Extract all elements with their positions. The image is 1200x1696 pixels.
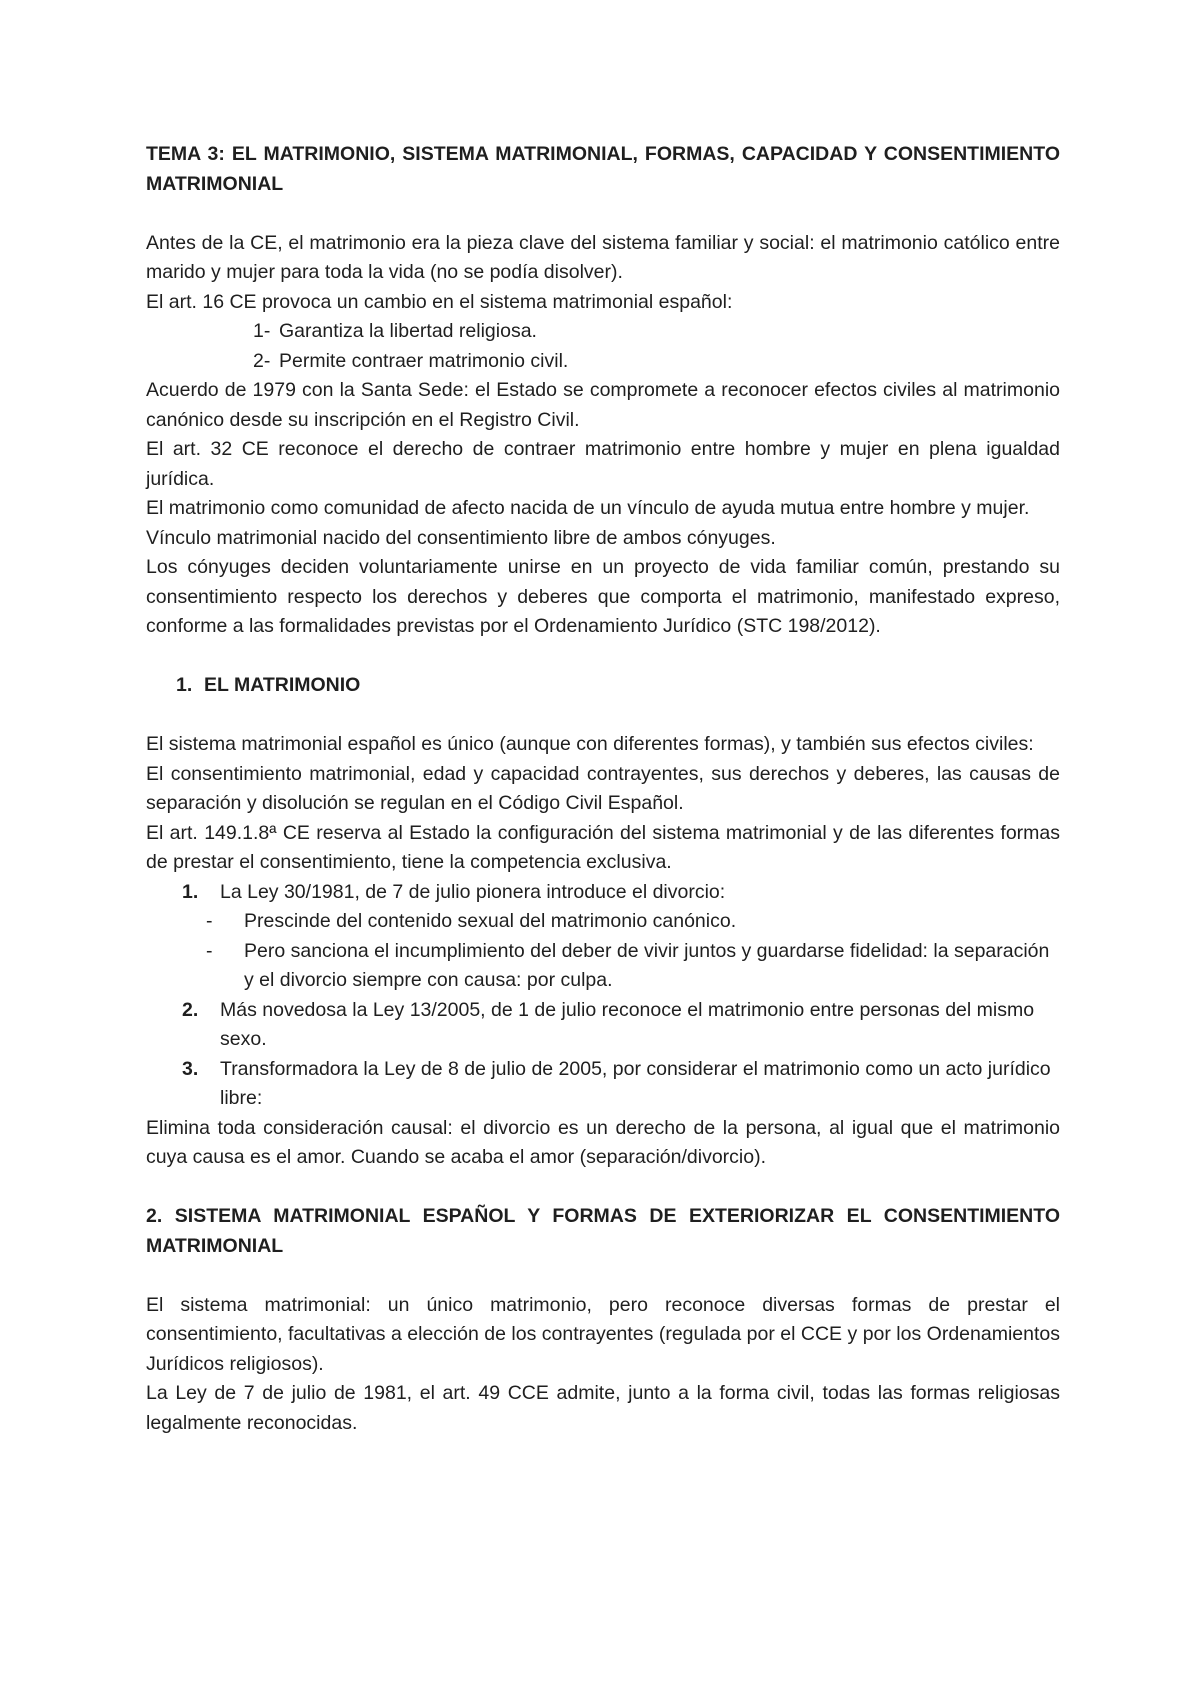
list-number: 2.	[182, 998, 199, 1021]
section-1-paragraph-1: El sistema matrimonial español es único (aunque con diferentes formas), y también sus efectos civiles:	[146, 733, 1034, 755]
section-2-paragraph-1: El sistema matrimonial: un único matrimonio, pero reconoce diversas formas de prestar el consentimiento, facultativas a elección de los contrayentes (regulada por el CCE y por los Ordenamientos Jurídicos religiosos).	[146, 1293, 1060, 1375]
spacer	[146, 1173, 1060, 1203]
list-text: La Ley 30/1981, de 7 de julio pionera introduce el divorcio:	[220, 880, 726, 903]
section-1-paragraph-3: El art. 149.1.8ª CE reserva al Estado la configuración del sistema matrimonial y de las diferentes formas de prestar el consentimiento, tiene la competencia exclusiva.	[146, 821, 1060, 873]
list-bullet: -	[206, 910, 213, 932]
list-number: 3.	[182, 1057, 199, 1080]
law-list	[146, 996, 1060, 1114]
list-bullet: -	[206, 939, 213, 962]
list-text: Pero sanciona el incumplimiento del deber de vivir juntos y guardarse fidelidad: la separación y el divorcio siempre con causa: por culpa.	[244, 939, 1050, 991]
intro-paragraph-1: Antes de la CE, el matrimonio era la pieza clave del sistema familiar y social: el matrimonio católico entre marido y mujer para toda la vida (no se podía disolver).	[146, 231, 1060, 283]
intro-list	[146, 317, 1060, 376]
section-2-heading: 2. SISTEMA MATRIMONIAL ESPAÑOL Y FORMAS DE EXTERIORIZAR EL CONSENTIMIENTO MATRIMONIAL	[146, 1205, 1060, 1257]
intro-paragraph-2: El art. 16 CE provoca un cambio en el sistema matrimonial español:	[146, 290, 733, 313]
section-number: 1.	[176, 674, 193, 696]
list-number: 2-	[253, 349, 271, 372]
section-2-paragraph-2: La Ley de 7 de julio de 1981, el art. 49 CCE admite, junto a la forma civil, todas las formas religiosas legalmente reconocidas.	[146, 1382, 1060, 1434]
law-list	[146, 878, 1060, 908]
list-text: Prescinde del contenido sexual del matrimonio canónico.	[244, 910, 737, 932]
intro-paragraph-5: El matrimonio como comunidad de afecto nacida de un vínculo de ayuda mutua entre hombre y mujer.	[146, 497, 1030, 519]
list-text: Permite contraer matrimonio civil.	[279, 349, 569, 372]
list-item	[146, 1055, 1060, 1114]
intro-paragraph-6: Vínculo matrimonial nacido del consentimiento libre de ambos cónyuges.	[146, 526, 776, 549]
spacer	[146, 199, 1060, 229]
intro-paragraph-7: Los cónyuges deciden voluntariamente unirse en un proyecto de vida familiar común, prestando su consentimiento respecto los derechos y deberes que comporta el matrimonio, manifestado expreso, conforme a las formalidades previstas por el Ordenamiento Jurídico (STC 198/2012).	[146, 556, 1060, 637]
list-item	[146, 907, 1060, 937]
section-heading-text: EL MATRIMONIO	[204, 674, 361, 696]
document-title: TEMA 3: EL MATRIMONIO, SISTEMA MATRIMONIAL, FORMAS, CAPACIDAD Y CONSENTIMIENTO MATRIMONIAL	[146, 143, 1060, 195]
list-text: Más novedosa la Ley 13/2005, de 1 de julio reconoce el matrimonio entre personas del mismo sexo.	[220, 998, 1035, 1050]
list-item	[146, 317, 1060, 347]
list-text: Transformadora la Ley de 8 de julio de 2005, por considerar el matrimonio como un acto jurídico libre:	[220, 1057, 1051, 1109]
section-1-paragraph-2: El consentimiento matrimonial, edad y capacidad contrayentes, sus derechos y deberes, las causas de separación y disolución se regulan en el Código Civil Español.	[146, 762, 1060, 814]
document-page	[146, 140, 1060, 1438]
list-number: 1.	[182, 880, 199, 903]
spacer	[146, 642, 1060, 672]
list-item	[146, 347, 1060, 377]
dash-list	[146, 907, 1060, 996]
section-1-paragraph-4: Elimina toda consideración causal: el divorcio es un derecho de la persona, al igual que el matrimonio cuya causa es el amor. Cuando se acaba el amor (separación/divorcio).	[146, 1116, 1060, 1168]
list-number: 1-	[253, 320, 271, 342]
intro-paragraph-4: El art. 32 CE reconoce el derecho de contraer matrimonio entre hombre y mujer en plena igualdad jurídica.	[146, 438, 1060, 490]
list-item	[146, 937, 1060, 996]
section-1-heading	[146, 671, 1060, 701]
list-text: Garantiza la libertad religiosa.	[279, 320, 537, 342]
intro-paragraph-3: Acuerdo de 1979 con la Santa Sede: el Estado se compromete a reconocer efectos civiles al matrimonio canónico desde su inscripción en el Registro Civil.	[146, 379, 1060, 431]
spacer	[146, 1261, 1060, 1291]
spacer	[146, 701, 1060, 731]
list-item	[146, 996, 1060, 1055]
list-item	[146, 878, 1060, 908]
